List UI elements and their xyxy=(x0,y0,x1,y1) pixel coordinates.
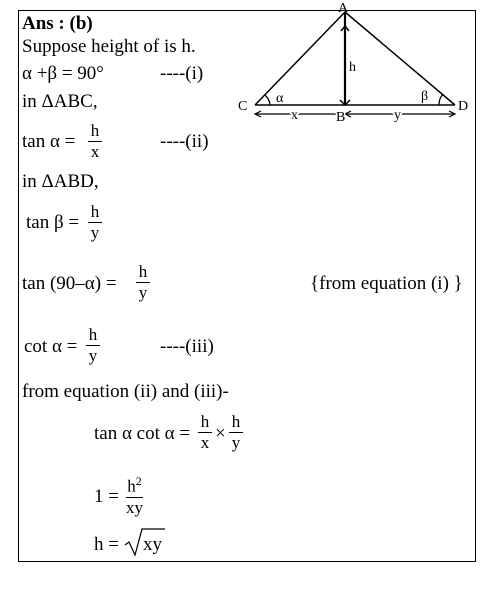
eq-tan-alpha-lhs: tan α = xyxy=(22,131,76,152)
sqrt-radicand: xy xyxy=(143,534,162,555)
line-from-eq-ii-iii: from equation (ii) and (iii)- xyxy=(22,381,229,402)
fraction-h-over-y-2 xyxy=(136,262,150,303)
denominator: y xyxy=(138,283,148,302)
fraction-h-over-y-3 xyxy=(86,325,100,366)
label-beta: β xyxy=(421,89,429,104)
eq-tan-beta-lhs: tan β = xyxy=(26,212,80,233)
note-from-eq-i: {from equation (i) } xyxy=(310,273,463,294)
numerator: h xyxy=(138,262,148,281)
fraction-h-over-y xyxy=(88,202,102,243)
side-ac xyxy=(255,12,345,105)
eq-tag-ii: ----(ii) xyxy=(160,131,209,152)
denominator: y xyxy=(231,433,241,452)
label-alpha: α xyxy=(276,91,284,106)
denominator: y xyxy=(90,223,100,242)
denominator: xy xyxy=(126,497,143,517)
eq-alpha-beta: α +β = 90° xyxy=(22,63,104,84)
fraction-h2-over-xy xyxy=(126,471,143,518)
eq-tan-cot-lhs: tan α cot α = xyxy=(94,423,191,444)
times-sign: × xyxy=(215,423,226,444)
numerator: h xyxy=(90,121,100,140)
denominator: y xyxy=(88,346,98,365)
alpha-arc xyxy=(265,95,270,105)
label-a: A xyxy=(338,1,349,16)
eq-tag-iii: ----(iii) xyxy=(160,336,214,357)
label-h: h xyxy=(349,60,356,75)
answer-label: Ans : (b) xyxy=(22,13,93,34)
numerator: $h^2$ xyxy=(127,474,142,496)
beta-arc xyxy=(439,94,443,105)
label-b: B xyxy=(336,110,346,125)
eq-h-lhs: h = xyxy=(94,534,119,555)
numerator: h xyxy=(88,325,98,344)
eq-tan-90-alpha-lhs: tan (90–α) = xyxy=(22,273,117,294)
side-ad xyxy=(345,12,455,105)
label-y: y xyxy=(394,108,401,123)
numerator: h xyxy=(90,202,100,221)
fraction-h-over-y-4 xyxy=(229,412,243,453)
label-d: D xyxy=(458,99,469,114)
denominator: x xyxy=(90,142,100,161)
label-x: x xyxy=(291,108,298,123)
label-c: C xyxy=(238,99,248,114)
eq-tag-i: ----(i) xyxy=(160,63,204,84)
numerator: h xyxy=(200,412,210,431)
fraction-h-over-x-2 xyxy=(198,412,212,453)
eq-cot-alpha-lhs: cot α = xyxy=(24,336,78,357)
triangle-diagram xyxy=(232,0,472,125)
numerator: h xyxy=(231,412,241,431)
line-triangle-abd: in ΔABD, xyxy=(22,171,99,192)
denominator: x xyxy=(200,433,210,452)
eq-one-lhs: 1 = xyxy=(94,486,119,507)
fraction-h-over-x xyxy=(88,121,102,162)
line-triangle-abc: in ΔABC, xyxy=(22,91,98,112)
line-suppose: Suppose height of is h. xyxy=(22,36,196,57)
